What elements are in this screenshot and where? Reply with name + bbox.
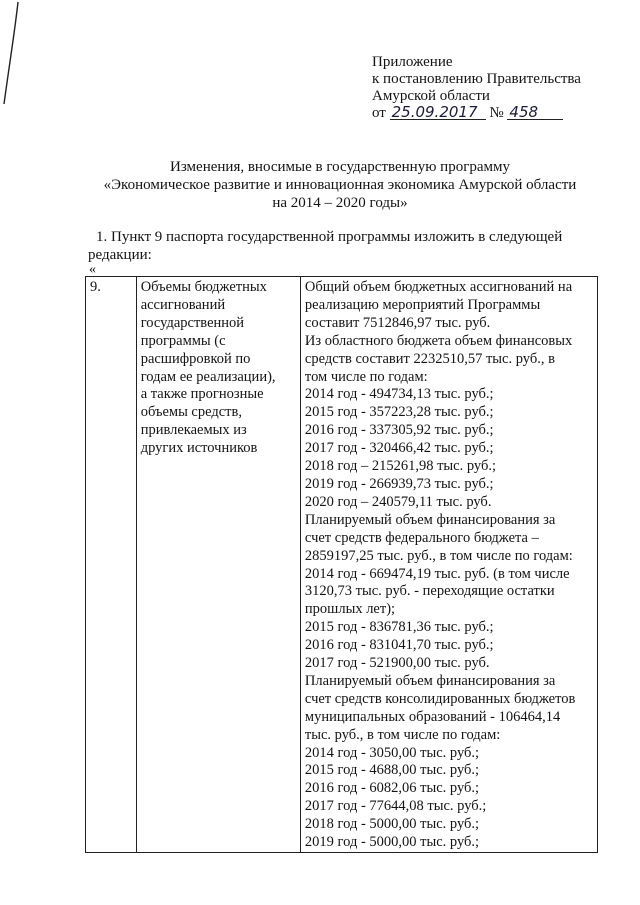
label-line: расшифровкой по xyxy=(140,350,251,367)
content-line: Общий объем бюджетных ассигнований на xyxy=(304,279,573,295)
table-row xyxy=(86,277,598,853)
handwritten-date: 25.09.2017 xyxy=(390,105,486,120)
content-line: 2017 год - 320466,42 тыс. руб.; xyxy=(304,440,494,457)
content-line: 2859197,25 тыс. руб., в том числе по годам: xyxy=(304,547,573,564)
label-line: других источников xyxy=(140,440,258,457)
content-line: 2018 год - 5000,00 тыс. руб.; xyxy=(304,816,480,833)
content-line: реализацию мероприятий Программы xyxy=(304,296,541,313)
content-line: 2019 год - 266939,73 тыс. руб.; xyxy=(304,475,494,492)
document-title xyxy=(60,158,620,212)
content-line: 3120,73 тыс. руб. - переходящие остатки xyxy=(304,583,555,600)
handwritten-number: 458 xyxy=(507,105,563,120)
appendix-resolution: к постановлению Правительства xyxy=(372,71,581,87)
content-line: том числе по годам: xyxy=(304,368,428,385)
content-line: 2016 год - 337305,92 тыс. руб.; xyxy=(304,422,494,439)
row-number: 9. xyxy=(90,279,101,295)
label-line: привлекаемых из xyxy=(140,422,247,439)
label-line: ассигнований xyxy=(140,296,226,313)
title-line-2: «Экономическое развитие и инновационная экономика Амурской области xyxy=(103,177,577,193)
label-line: объемы средств, xyxy=(140,404,242,421)
date-prefix: от xyxy=(372,105,386,121)
content-line: составит 7512846,97 тыс. руб. xyxy=(304,314,491,331)
content-line: 2014 год - 3050,00 тыс. руб.; xyxy=(304,744,480,761)
number-sign: № xyxy=(489,105,504,121)
content-line: 2016 год - 831041,70 тыс. руб.; xyxy=(304,637,494,654)
label-line: годам ее реализации), xyxy=(140,368,276,385)
label-line: государственной xyxy=(140,314,245,331)
row-content-cell xyxy=(300,277,597,853)
content-line: 2017 год - 521900,00 тыс. руб. xyxy=(304,655,490,672)
content-line: 2014 год - 494734,13 тыс. руб.; xyxy=(304,386,494,403)
title-line-1: Изменения, вносимые в государственную программу xyxy=(170,159,510,175)
content-line: прошлых лет); xyxy=(304,601,396,618)
content-line: счет средств федерального бюджета – xyxy=(304,529,539,546)
appendix-block xyxy=(372,54,581,122)
appendix-region: Амурской области xyxy=(372,88,490,104)
appendix-title: Приложение xyxy=(372,54,453,70)
content-line: средств составит 2232510,57 тыс. руб., в xyxy=(304,350,555,367)
content-line: 2014 год - 669474,19 тыс. руб. (в том числе xyxy=(304,565,570,582)
label-line: программы (с xyxy=(140,332,226,349)
opening-quote-mark: « xyxy=(89,262,96,277)
content-line: 2018 год – 215261,98 тыс. руб.; xyxy=(304,458,497,475)
content-line: тыс. руб., в том числе по годам: xyxy=(304,726,501,743)
content-line: 2019 год - 5000,00 тыс. руб.; xyxy=(304,834,480,851)
intro-paragraph-continued: редакции: xyxy=(88,247,152,263)
appendix-date-line xyxy=(372,105,581,122)
passport-table xyxy=(85,276,598,853)
content-line: 2017 год - 77644,08 тыс. руб.; xyxy=(304,798,487,815)
content-line: 2020 год – 240579,11 тыс. руб. xyxy=(304,493,492,510)
label-line: Объемы бюджетных xyxy=(140,279,267,295)
content-line: 2015 год - 836781,36 тыс. руб.; xyxy=(304,619,494,636)
intro-paragraph: 1. Пункт 9 паспорта государственной программы изложить в следующей xyxy=(96,229,563,245)
content-line: муниципальных образований - 106464,14 xyxy=(304,708,561,725)
label-line: а также прогнозные xyxy=(140,386,264,403)
margin-pen-stroke xyxy=(0,0,30,110)
content-line: 2016 год - 6082,06 тыс. руб.; xyxy=(304,780,480,797)
content-line: 2015 год - 357223,28 тыс. руб.; xyxy=(304,404,494,421)
row-number-cell xyxy=(86,277,137,853)
content-line: 2015 год - 4688,00 тыс. руб.; xyxy=(304,762,480,779)
content-line: Планируемый объем финансирования за xyxy=(304,511,556,528)
content-line: Планируемый объем финансирования за xyxy=(304,672,556,689)
row-label-cell xyxy=(136,277,300,853)
title-line-3: на 2014 – 2020 годы» xyxy=(272,195,408,211)
content-line: счет средств консолидированных бюджетов xyxy=(304,690,576,707)
content-line: Из областного бюджета объем финансовых xyxy=(304,332,573,349)
